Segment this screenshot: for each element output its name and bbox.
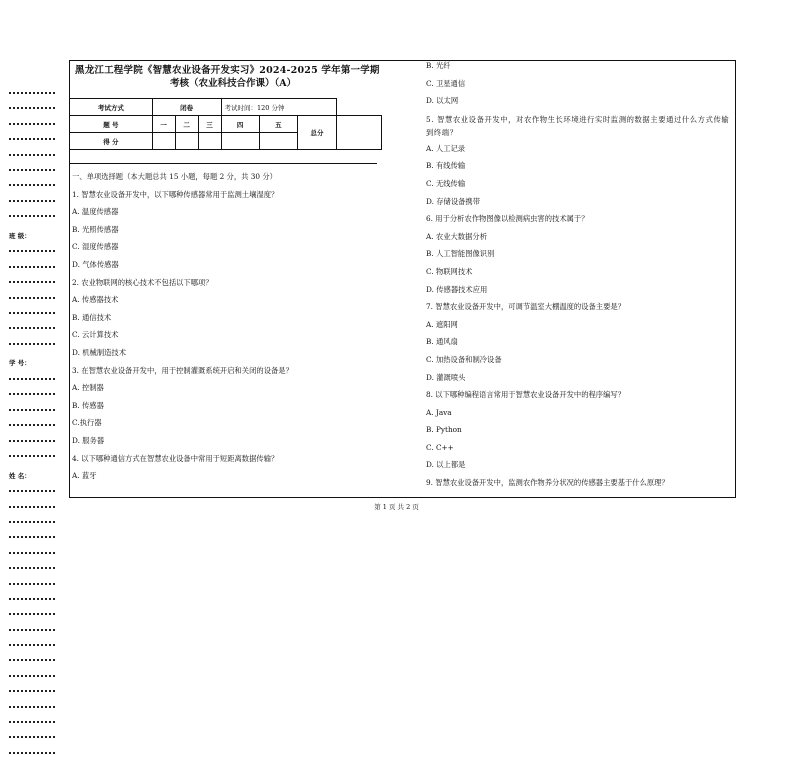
exam-subtitle: 考核（农业科技合作课）（A） bbox=[170, 78, 297, 89]
exam-title: 黑龙江工程学院《智慧农业设备开发实习》2024-2025 学年第一学期 bbox=[75, 65, 380, 76]
dotted-cut-line bbox=[9, 629, 55, 638]
dotted-cut-line bbox=[9, 706, 55, 715]
dotted-cut-line bbox=[9, 521, 55, 530]
dotted-cut-line bbox=[9, 281, 55, 290]
answer-option: A. 传感器技术 bbox=[72, 295, 119, 305]
answer-option: D. 机械制造技术 bbox=[72, 347, 127, 357]
divider bbox=[69, 163, 377, 164]
answer-option: D. 以太网 bbox=[426, 96, 459, 106]
answer-option: C. 云计算技术 bbox=[72, 330, 119, 340]
dotted-cut-line bbox=[9, 107, 55, 116]
answer-option: C. 物联网技术 bbox=[426, 266, 473, 276]
score-cell bbox=[152, 133, 175, 150]
dotted-cut-line bbox=[9, 598, 55, 607]
score-label: 得 分 bbox=[70, 133, 153, 150]
question-text: 4. 以下哪种通信方式在智慧农业设备中常用于短距离数据传输？ bbox=[72, 453, 279, 463]
section-header: 一 bbox=[152, 116, 175, 133]
section-header: 二 bbox=[175, 116, 198, 133]
question-number-row bbox=[70, 116, 382, 133]
dotted-cut-line bbox=[9, 123, 55, 132]
score-cell bbox=[259, 133, 297, 150]
dotted-cut-line bbox=[9, 154, 55, 163]
question-text: 7. 智慧农业设备开发中，可调节温室大棚温度的设备主要是？ bbox=[426, 302, 625, 312]
exam-time: 考试时间：120 分钟 bbox=[221, 99, 337, 116]
score-cell bbox=[198, 133, 221, 150]
question-text: 3. 在智慧农业设备开发中，用于控制灌溉系统开启和关闭的设备是？ bbox=[72, 365, 293, 375]
exam-info-row bbox=[70, 99, 382, 116]
dotted-cut-line bbox=[9, 312, 55, 321]
dotted-cut-line bbox=[9, 644, 55, 653]
score-table bbox=[69, 98, 382, 150]
dotted-cut-line bbox=[9, 690, 55, 699]
answer-option: B. 通风扇 bbox=[426, 337, 458, 347]
dotted-cut-line bbox=[9, 184, 55, 193]
dotted-cut-line bbox=[9, 343, 55, 352]
dotted-cut-line bbox=[9, 409, 55, 418]
dotted-cut-line bbox=[9, 455, 55, 464]
answer-option: D. 以上都是 bbox=[426, 460, 466, 470]
exam-mode-label: 考试方式 bbox=[70, 99, 153, 116]
answer-option: C. 加热设备和制冷设备 bbox=[426, 354, 502, 364]
dotted-cut-line bbox=[9, 736, 55, 745]
answer-option: B. 传感器 bbox=[72, 400, 104, 410]
dotted-cut-line bbox=[9, 440, 55, 449]
dotted-cut-line bbox=[9, 552, 55, 561]
question-no-label: 题 号 bbox=[70, 116, 153, 133]
section-header: 五 bbox=[259, 116, 297, 133]
dotted-cut-line bbox=[9, 393, 55, 402]
answer-option: B. 通信技术 bbox=[72, 312, 112, 322]
answer-option: A. 控制器 bbox=[72, 383, 104, 393]
page-footer: 第 1 页 共 2 页 bbox=[374, 503, 419, 511]
score-cell bbox=[221, 133, 259, 150]
dotted-cut-line bbox=[9, 92, 55, 101]
dotted-cut-line bbox=[9, 675, 55, 684]
answer-option: D. 气体传感器 bbox=[72, 259, 119, 269]
answer-option: B. 有线传输 bbox=[426, 161, 466, 171]
question-text: 5. 智慧农业设备开发中，对农作物生长环境进行实时监测的数据主要通过什么方式传输到终端？ bbox=[426, 114, 730, 137]
answer-option: A. 温度传感器 bbox=[72, 207, 119, 217]
answer-option: C.执行器 bbox=[72, 418, 102, 428]
answer-option: C. 湿度传感器 bbox=[72, 242, 119, 252]
dotted-cut-line bbox=[9, 613, 55, 622]
answer-option: A. Java bbox=[426, 407, 452, 417]
dotted-cut-line bbox=[9, 490, 55, 499]
section-header: 三 bbox=[198, 116, 221, 133]
answer-option: D. 存储设备携带 bbox=[426, 196, 481, 206]
answer-option: A. 蓝牙 bbox=[72, 471, 97, 481]
question-text: 9. 智慧农业设备开发中，监测农作物养分状况的传感器主要基于什么原理？ bbox=[426, 478, 669, 488]
right-column bbox=[426, 57, 731, 492]
dotted-cut-line bbox=[9, 327, 55, 336]
sidebar-name-label: 姓 名： bbox=[9, 471, 31, 480]
answer-option: C. 无线传输 bbox=[426, 178, 466, 188]
dotted-cut-line bbox=[9, 215, 55, 224]
question-text: 1. 智慧农业设备开发中，以下哪种传感器常用于监测土壤湿度？ bbox=[72, 189, 279, 199]
dotted-cut-line bbox=[9, 250, 55, 259]
exam-mode-value: 闭卷 bbox=[152, 99, 221, 116]
dotted-cut-line bbox=[9, 378, 55, 387]
dotted-cut-line bbox=[9, 424, 55, 433]
answer-option: A. 遮阳网 bbox=[426, 319, 458, 329]
total-score-cell bbox=[337, 116, 382, 150]
left-column bbox=[72, 168, 293, 485]
answer-option: D. 传感器技术应用 bbox=[426, 284, 488, 294]
dotted-cut-line bbox=[9, 752, 55, 760]
sidebar-class-label: 班 级： bbox=[9, 231, 31, 240]
answer-option: B. Python bbox=[426, 425, 462, 435]
dotted-cut-line bbox=[9, 583, 55, 592]
answer-option: A. 农业大数据分析 bbox=[426, 231, 487, 241]
answer-option: C. 卫星通信 bbox=[426, 78, 466, 88]
dotted-cut-line bbox=[9, 567, 55, 576]
answer-option: A. 人工记录 bbox=[426, 143, 466, 153]
dotted-cut-line bbox=[9, 200, 55, 209]
dotted-cut-line bbox=[9, 659, 55, 668]
answer-option: D. 服务器 bbox=[72, 435, 105, 445]
sidebar-student-id_label: 学 号： bbox=[9, 359, 31, 368]
dotted-cut-line bbox=[9, 169, 55, 178]
answer-option: B. 光照传感器 bbox=[72, 224, 119, 234]
binding-margin bbox=[9, 92, 59, 760]
question-text: 2. 农业物联网的核心技术不包括以下哪项？ bbox=[72, 277, 213, 287]
dotted-cut-line bbox=[9, 138, 55, 147]
answer-option: C. C++ bbox=[426, 442, 454, 452]
question-text: 6. 用于分析农作物图像以检测病虫害的技术属于？ bbox=[426, 214, 589, 224]
section-header: 四 bbox=[221, 116, 259, 133]
total-label: 总分 bbox=[298, 116, 337, 150]
score-cell bbox=[175, 133, 198, 150]
dotted-cut-line bbox=[9, 297, 55, 306]
question-text: 8. 以下哪种编程语言常用于智慧农业设备开发中的程序编写？ bbox=[426, 390, 625, 400]
section-heading: 一、单项选择题（本大题总共 15 小题，每题 2 分，共 30 分） bbox=[72, 172, 277, 181]
dotted-cut-line bbox=[9, 721, 55, 730]
dotted-cut-line bbox=[9, 266, 55, 275]
answer-option: D. 灌溉喷头 bbox=[426, 372, 466, 382]
answer-option: B. 人工智能图像识别 bbox=[426, 249, 495, 259]
answer-option: B. 光纤 bbox=[426, 61, 451, 70]
dotted-cut-line bbox=[9, 536, 55, 545]
